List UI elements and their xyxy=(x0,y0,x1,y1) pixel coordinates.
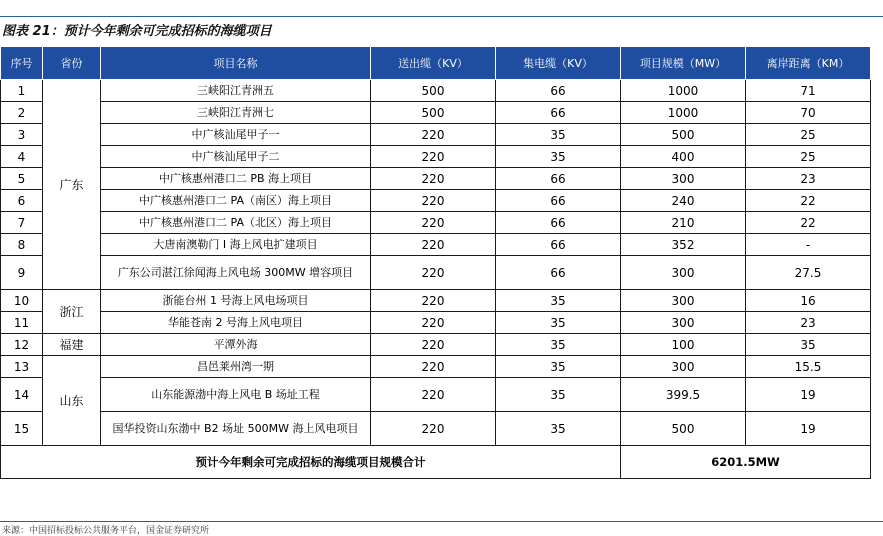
table-row xyxy=(1,378,871,412)
row-index: 15 xyxy=(1,412,43,446)
offshore-distance-km: 19 xyxy=(746,412,871,446)
table-row xyxy=(1,412,871,446)
row-index: 13 xyxy=(1,356,43,378)
project-scale-mw: 400 xyxy=(621,146,746,168)
offshore-distance-km: 23 xyxy=(746,168,871,190)
project-scale-mw: 300 xyxy=(621,290,746,312)
array-cable-kv: 35 xyxy=(496,412,621,446)
export-cable-kv: 220 xyxy=(371,124,496,146)
array-cable-kv: 66 xyxy=(496,190,621,212)
project-name: 中广核汕尾甲子一 xyxy=(101,124,371,146)
offshore-distance-km: 70 xyxy=(746,102,871,124)
array-cable-kv: 66 xyxy=(496,102,621,124)
export-cable-kv: 220 xyxy=(371,290,496,312)
total-value: 6201.5MW xyxy=(621,446,871,479)
array-cable-kv: 66 xyxy=(496,80,621,102)
offshore-distance-km: 16 xyxy=(746,290,871,312)
project-scale-mw: 100 xyxy=(621,334,746,356)
project-name: 国华投资山东渤中 B2 场址 500MW 海上风电项目 xyxy=(101,412,371,446)
project-scale-mw: 300 xyxy=(621,312,746,334)
array-cable-kv: 66 xyxy=(496,168,621,190)
row-index: 6 xyxy=(1,190,43,212)
row-index: 4 xyxy=(1,146,43,168)
table-row xyxy=(1,256,871,290)
export-cable-kv: 220 xyxy=(371,168,496,190)
offshore-cable-projects-table xyxy=(0,46,871,479)
header-export-cable: 送出缆（KV） xyxy=(371,47,496,80)
project-scale-mw: 352 xyxy=(621,234,746,256)
table-row xyxy=(1,312,871,334)
offshore-distance-km: 15.5 xyxy=(746,356,871,378)
project-name: 中广核汕尾甲子二 xyxy=(101,146,371,168)
table-row xyxy=(1,212,871,234)
header-array-cable: 集电缆（KV） xyxy=(496,47,621,80)
offshore-distance-km: 27.5 xyxy=(746,256,871,290)
export-cable-kv: 220 xyxy=(371,356,496,378)
province-cell: 广东 xyxy=(43,80,101,290)
source-note: 来源：中国招标投标公共服务平台，国金证券研究所 xyxy=(2,526,210,536)
offshore-distance-km: 23 xyxy=(746,312,871,334)
project-name: 山东能源渤中海上风电 B 场址工程 xyxy=(101,378,371,412)
bottom-rule xyxy=(0,521,883,522)
province-cell: 福建 xyxy=(43,334,101,356)
offshore-distance-km: 35 xyxy=(746,334,871,356)
project-name: 广东公司湛江徐闻海上风电场 300MW 增容项目 xyxy=(101,256,371,290)
row-index: 12 xyxy=(1,334,43,356)
header-index: 序号 xyxy=(1,47,43,80)
table-row xyxy=(1,334,871,356)
export-cable-kv: 500 xyxy=(371,80,496,102)
header-row xyxy=(1,47,871,80)
row-index: 14 xyxy=(1,378,43,412)
row-index: 1 xyxy=(1,80,43,102)
row-index: 7 xyxy=(1,212,43,234)
project-name: 中广核惠州港口二 PA（南区）海上项目 xyxy=(101,190,371,212)
province-cell: 浙江 xyxy=(43,290,101,334)
project-scale-mw: 210 xyxy=(621,212,746,234)
table-row xyxy=(1,146,871,168)
project-name: 平潭外海 xyxy=(101,334,371,356)
export-cable-kv: 220 xyxy=(371,146,496,168)
array-cable-kv: 35 xyxy=(496,334,621,356)
export-cable-kv: 220 xyxy=(371,378,496,412)
array-cable-kv: 35 xyxy=(496,312,621,334)
table-row xyxy=(1,168,871,190)
project-name: 中广核惠州港口二 PA（北区）海上项目 xyxy=(101,212,371,234)
offshore-distance-km: 22 xyxy=(746,190,871,212)
row-index: 2 xyxy=(1,102,43,124)
project-scale-mw: 500 xyxy=(621,412,746,446)
header-province: 省份 xyxy=(43,47,101,80)
export-cable-kv: 220 xyxy=(371,190,496,212)
row-index: 10 xyxy=(1,290,43,312)
array-cable-kv: 35 xyxy=(496,290,621,312)
project-scale-mw: 1000 xyxy=(621,80,746,102)
project-name: 浙能台州 1 号海上风电场项目 xyxy=(101,290,371,312)
project-name: 大唐南澳勒门 I 海上风电扩建项目 xyxy=(101,234,371,256)
table-row xyxy=(1,290,871,312)
table-row xyxy=(1,356,871,378)
export-cable-kv: 220 xyxy=(371,234,496,256)
table-row xyxy=(1,102,871,124)
header-project-name: 项目名称 xyxy=(101,47,371,80)
array-cable-kv: 35 xyxy=(496,378,621,412)
project-scale-mw: 399.5 xyxy=(621,378,746,412)
export-cable-kv: 220 xyxy=(371,256,496,290)
export-cable-kv: 220 xyxy=(371,334,496,356)
table-row xyxy=(1,124,871,146)
top-rule xyxy=(0,16,883,17)
project-scale-mw: 300 xyxy=(621,168,746,190)
project-scale-mw: 300 xyxy=(621,256,746,290)
table-row xyxy=(1,190,871,212)
row-index: 9 xyxy=(1,256,43,290)
total-row xyxy=(1,446,871,479)
table-row xyxy=(1,80,871,102)
array-cable-kv: 35 xyxy=(496,146,621,168)
export-cable-kv: 220 xyxy=(371,212,496,234)
table-caption: 图表 21：预计今年剩余可完成招标的海缆项目 xyxy=(2,24,272,39)
project-scale-mw: 240 xyxy=(621,190,746,212)
array-cable-kv: 35 xyxy=(496,356,621,378)
array-cable-kv: 66 xyxy=(496,256,621,290)
offshore-distance-km: - xyxy=(746,234,871,256)
row-index: 5 xyxy=(1,168,43,190)
offshore-distance-km: 25 xyxy=(746,124,871,146)
export-cable-kv: 220 xyxy=(371,412,496,446)
header-project-scale: 项目规模（MW） xyxy=(621,47,746,80)
export-cable-kv: 220 xyxy=(371,312,496,334)
offshore-distance-km: 25 xyxy=(746,146,871,168)
project-scale-mw: 500 xyxy=(621,124,746,146)
table-row xyxy=(1,234,871,256)
row-index: 11 xyxy=(1,312,43,334)
project-name: 三峡阳江青洲七 xyxy=(101,102,371,124)
project-name: 昌邑莱州湾一期 xyxy=(101,356,371,378)
project-name: 三峡阳江青洲五 xyxy=(101,80,371,102)
row-index: 8 xyxy=(1,234,43,256)
offshore-distance-km: 71 xyxy=(746,80,871,102)
export-cable-kv: 500 xyxy=(371,102,496,124)
project-scale-mw: 1000 xyxy=(621,102,746,124)
project-name: 华能苍南 2 号海上风电项目 xyxy=(101,312,371,334)
total-label: 预计今年剩余可完成招标的海缆项目规模合计 xyxy=(1,446,621,479)
array-cable-kv: 66 xyxy=(496,212,621,234)
offshore-distance-km: 19 xyxy=(746,378,871,412)
offshore-distance-km: 22 xyxy=(746,212,871,234)
project-name: 中广核惠州港口二 PB 海上项目 xyxy=(101,168,371,190)
array-cable-kv: 35 xyxy=(496,124,621,146)
row-index: 3 xyxy=(1,124,43,146)
province-cell: 山东 xyxy=(43,356,101,446)
project-scale-mw: 300 xyxy=(621,356,746,378)
array-cable-kv: 66 xyxy=(496,234,621,256)
header-offshore-distance: 离岸距离（KM） xyxy=(746,47,871,80)
